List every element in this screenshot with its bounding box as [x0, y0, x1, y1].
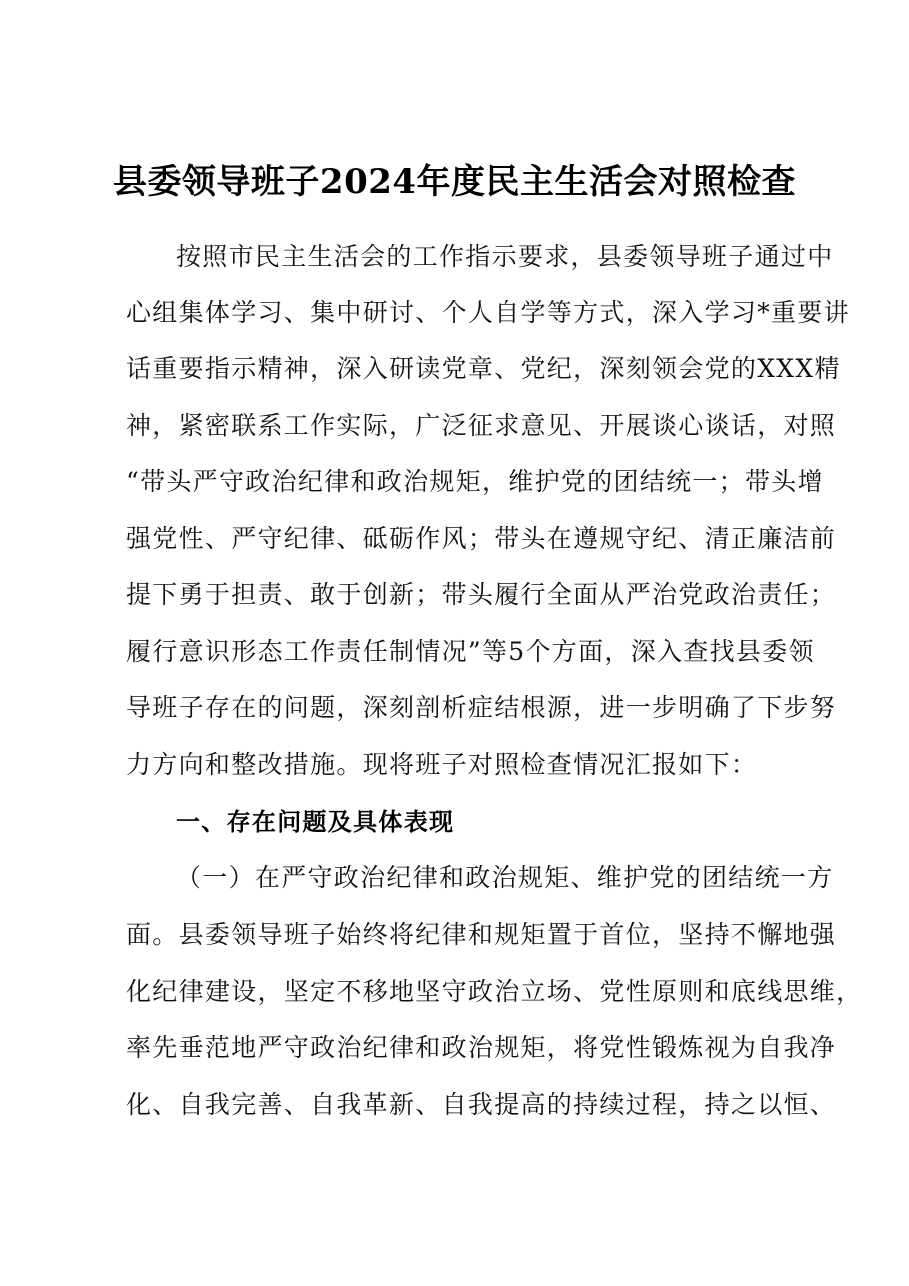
- paragraph-line: 导班子存在的问题，深刻剖析症结根源，进一步明确了下步努: [126, 693, 837, 722]
- paragraph-line: 力方向和整改措施。现将班子对照检查情况汇报如下：: [126, 750, 758, 779]
- paragraph-line: 强党性、严守纪律、砥砺作风；带头在遵规守纪、清正廉洁前: [126, 524, 837, 553]
- paragraph-line: （一）在严守政治纪律和政治规矩、维护党的团结统一方: [176, 863, 834, 892]
- paragraph-line: 提下勇于担责、敢于创新；带头履行全面从严治党政治责任；: [126, 580, 837, 609]
- paragraph-line: “带头严守政治纪律和政治规矩，维护党的团结统一；带头增: [126, 467, 824, 496]
- paragraph-line: 面。县委领导班子始终将纪律和规矩置于首位，坚持不懈地强: [126, 920, 837, 949]
- paragraph-line: 按照市民主生活会的工作指示要求，县委领导班子通过中: [176, 242, 834, 271]
- paragraph-line: 神，紧密联系工作实际，广泛征求意见、开展谈心谈话，对照: [126, 411, 837, 440]
- document-title: 县委领导班子2024年度民主生活会对照检查: [112, 162, 797, 202]
- paragraph-line: 履行意识形态工作责任制情况”等5个方面，深入查找县委领: [126, 637, 815, 666]
- paragraph-line: 化纪律建设，坚定不移地坚守政治立场、党性原则和底线思维，: [126, 977, 863, 1006]
- paragraph-line: 话重要指示精神，深入研读党章、党纪，深刻领会党的XXX精: [126, 354, 841, 383]
- paragraph-line: 化、自我完善、自我革新、自我提高的持续过程，持之以恒、: [126, 1090, 837, 1119]
- paragraph-line: 心组集体学习、集中研讨、个人自学等方式，深入学习*重要讲: [126, 298, 850, 327]
- paragraph-line: 率先垂范地严守政治纪律和政治规矩，将党性锻炼视为自我净: [126, 1033, 837, 1062]
- section-heading: 一、存在问题及具体表现: [176, 808, 455, 836]
